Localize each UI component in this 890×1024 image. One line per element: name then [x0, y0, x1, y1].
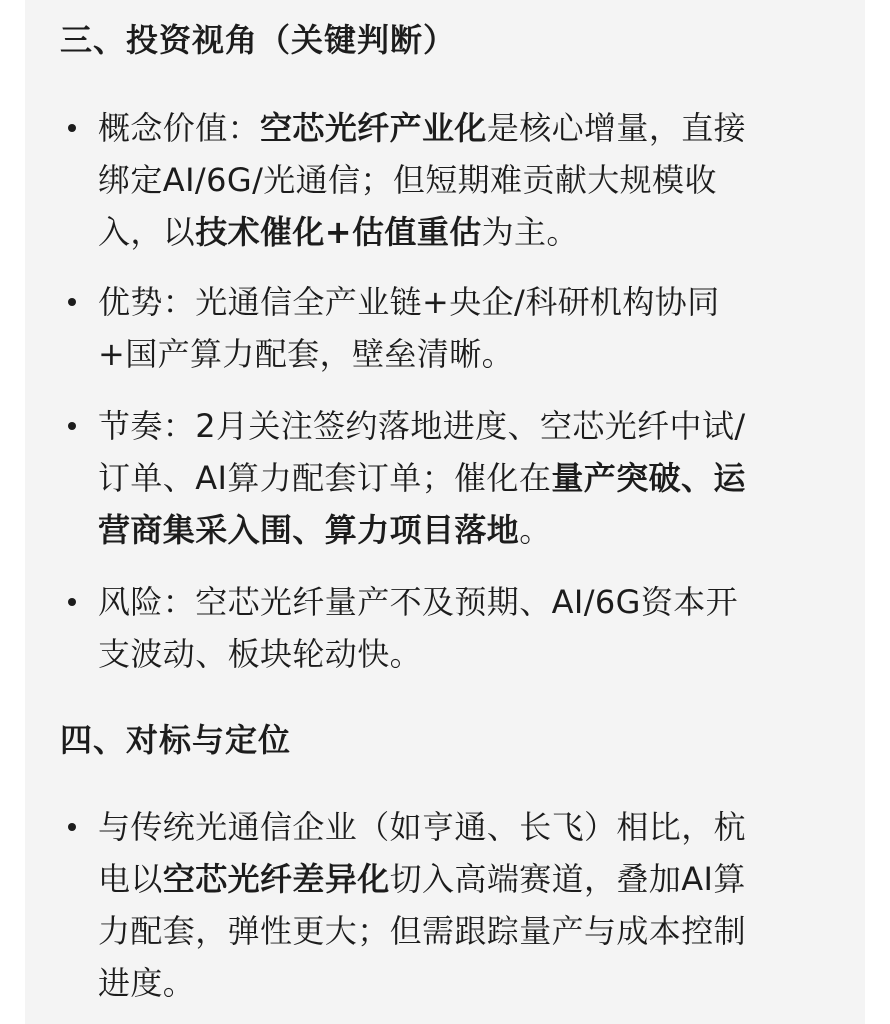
concept-bold-text: 空芯光纤产业化 — [260, 109, 487, 147]
concept-line-1 — [98, 108, 746, 148]
rhythm-line-1: 节奏：2月关注签约落地进度、空芯光纤中试/ — [98, 407, 746, 445]
rhythm-bold-text: 量产突破、运 — [551, 459, 746, 497]
bullet-dot — [68, 422, 76, 430]
benchmark-text: 切入高端赛道，叠加AI算 — [389, 860, 746, 898]
bullet-dot — [68, 823, 76, 831]
advantage-line-1: 优势：光通信全产业链+央企/科研机构协同 — [98, 283, 720, 321]
bullet-dot — [68, 124, 76, 132]
concept-text: 是核心增量，直接 — [486, 109, 747, 147]
bullet-dot — [68, 598, 76, 606]
risk-line-2: 支波动、板块轮动快。 — [98, 635, 423, 673]
advantage-line-2: +国产算力配套，壁垒清晰。 — [98, 335, 515, 373]
benchmark-line-4: 进度。 — [98, 964, 196, 1002]
concept-line-3 — [98, 212, 579, 252]
benchmark-text: 电以 — [98, 860, 163, 898]
concept-bold-text: 技术催化+估值重估 — [195, 213, 482, 251]
benchmark-line-2 — [98, 859, 746, 899]
concept-text: 为主。 — [481, 213, 579, 251]
risk-line-1: 风险：空芯光纤量产不及预期、AI/6G资本开 — [98, 583, 739, 621]
concept-line-2: 绑定AI/6G/光通信；但短期难贡献大规模收 — [98, 161, 717, 199]
concept-label: 概念价值： — [98, 109, 261, 147]
rhythm-text: 。 — [519, 511, 552, 549]
rhythm-line-2 — [98, 458, 746, 498]
section-heading-benchmark: 四、对标与定位 — [60, 721, 292, 759]
rhythm-line-3 — [98, 510, 552, 550]
rhythm-bold-text: 营商集采入围、算力项目落地 — [98, 511, 520, 549]
section-heading-investment-view: 三、投资视角（关键判断） — [60, 21, 457, 59]
bullet-dot — [68, 298, 76, 306]
benchmark-bold-text: 空芯光纤差异化 — [162, 860, 390, 898]
benchmark-line-3: 力配套，弹性更大；但需跟踪量产与成本控制 — [98, 912, 747, 950]
rhythm-text: 订单、AI算力配套订单；催化在 — [98, 459, 552, 497]
concept-text: 入，以 — [98, 213, 196, 251]
benchmark-line-1: 与传统光通信企业（如亨通、长飞）相比，杭 — [98, 808, 747, 846]
